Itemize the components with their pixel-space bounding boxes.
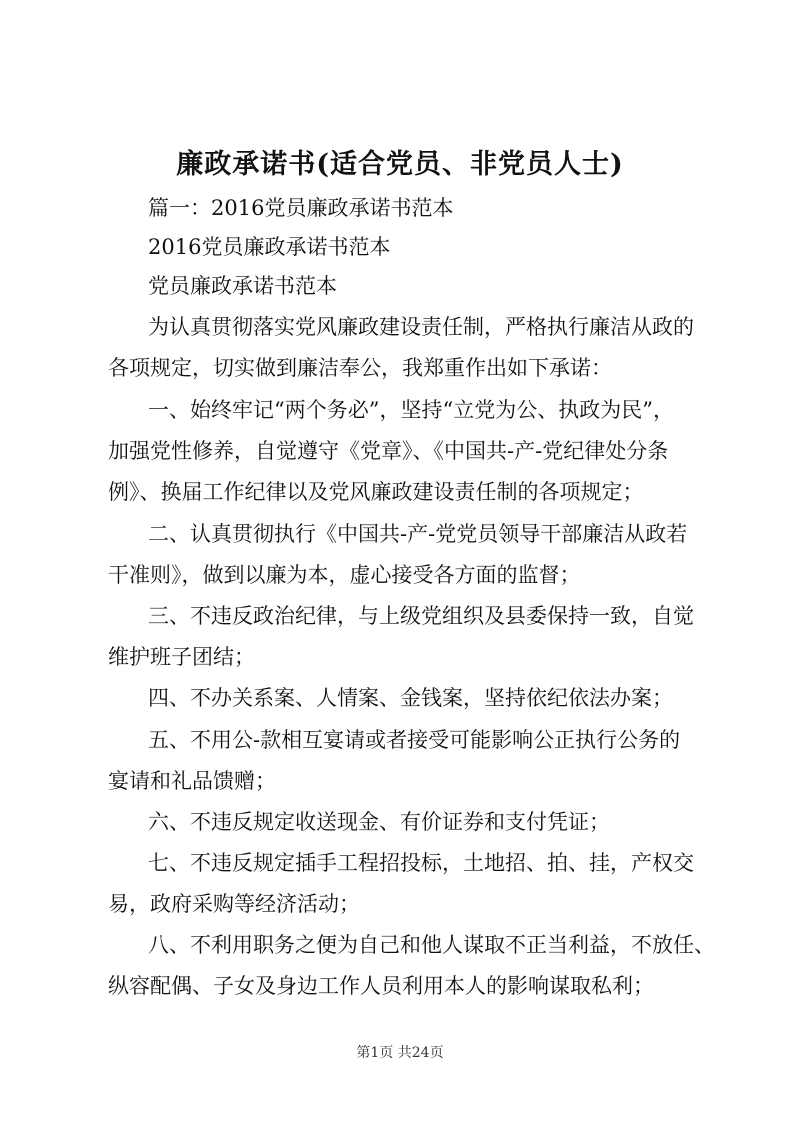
paragraph-line: 三、不违反政治纪律，与上级党组织及县委保持一致，自觉 — [148, 604, 694, 628]
paragraph-line: 八、不利用职务之便为自己和他人谋取不正当利益，不放任、 — [148, 933, 715, 957]
paragraph-line: 2016党员廉政承诺书范本 — [148, 235, 391, 259]
paragraph-line: 一、始终牢记“两个务必”，坚持“立党为公、执政为民”， — [148, 398, 674, 422]
paragraph-line: 例》、换届工作纪律以及党风廉政建设责任制的各项规定； — [108, 480, 644, 504]
paragraph-line: 为认真贯彻落实党风廉政建设责任制，严格执行廉洁从政的 — [148, 315, 694, 339]
paragraph-line: 四、不办关系案、人情案、金钱案，坚持依纪依法办案； — [148, 686, 673, 710]
paragraph-line: 宴请和礼品馈赠； — [108, 769, 276, 793]
paragraph-line: 七、不违反规定插手工程招投标，土地招、拍、挂，产权交 — [148, 851, 694, 875]
page-number-footer: 第1页 共24页 — [356, 1045, 444, 1061]
document-title: 廉政承诺书(适合党员、非党员人士) — [176, 149, 624, 180]
paragraph-line: 六、不违反规定收送现金、有价证券和支付凭证； — [148, 810, 610, 834]
paragraph-line: 加强党性修养，自觉遵守《党章》、《中国共-产-党纪律处分条 — [108, 439, 669, 463]
paragraph-line: 易，政府采购等经济活动； — [108, 892, 360, 916]
paragraph-line: 维护班子团结； — [108, 645, 255, 669]
paragraph-line: 五、不用公-款相互宴请或者接受可能影响公正执行公务的 — [148, 728, 681, 752]
paragraph-line: 二、认真贯彻执行《中国共-产-党党员领导干部廉洁从政若 — [148, 522, 688, 546]
paragraph-line: 各项规定，切实做到廉洁奉公，我郑重作出如下承诺： — [108, 356, 612, 380]
paragraph-line: 党员廉政承诺书范本 — [148, 274, 337, 298]
paragraph-line: 篇一：2016党员廉政承诺书范本 — [148, 196, 454, 220]
paragraph-line: 干准则》，做到以廉为本，虚心接受各方面的监督； — [108, 563, 581, 587]
paragraph-line: 纵容配偶、子女及身边工作人员利用本人的影响谋取私利； — [108, 974, 654, 998]
